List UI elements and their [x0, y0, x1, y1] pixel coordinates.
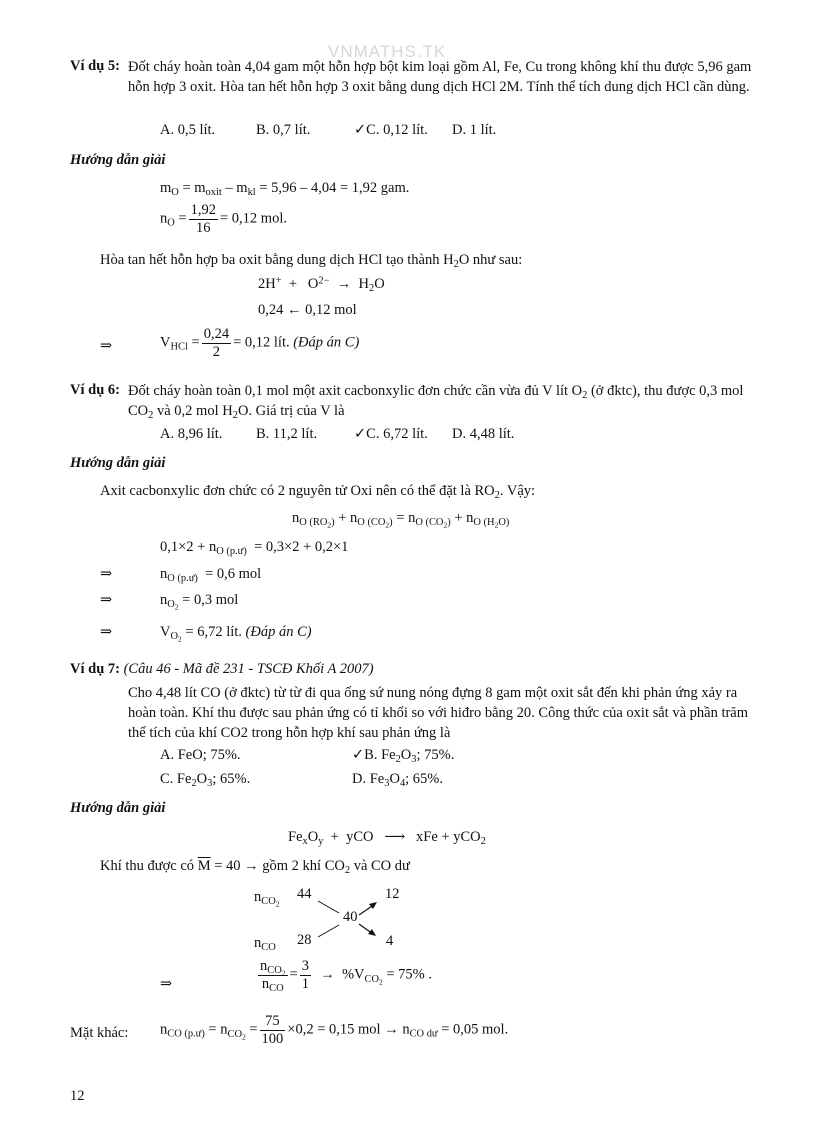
ex6-arrow-3: ⇒	[100, 624, 113, 640]
ex5-option-b[interactable]: B. 0,7 lít.	[256, 122, 311, 138]
ex7-other-label: Mặt khác:	[70, 1025, 129, 1041]
ex6-intro: Axit cacbonxylic đơn chức có 2 nguyên tử Oxi nên có thể đặt là $RO_2$. Vậy:	[100, 483, 536, 502]
ex5-mass-oxygen: $m_O = m_{oxit} - m_{kl} = 5,96 - 4,04 = 1,92$ gam.	[160, 180, 410, 199]
diagram-n-co2: $n_{CO_2}$	[254, 889, 280, 909]
ex5-moles: 0,24 ← 0,12 mol	[258, 302, 357, 318]
ex6-option-a[interactable]: A. 8,96 lít.	[160, 426, 223, 442]
ex5-option-a[interactable]: A. 0,5 lít.	[160, 122, 216, 138]
ex5-dissolve-text: Hòa tan hết hỗn hợp ba oxit bằng dung dịch HCl tạo thành $H_2O$ như sau:	[100, 252, 523, 271]
ex5-label: Ví dụ 5:	[70, 58, 120, 74]
ex6-arrow-2: ⇒	[100, 592, 113, 608]
ex6-option-c-correct[interactable]: ✓C. 6,72 lít.	[354, 426, 428, 442]
ex6-arrow-1: ⇒	[100, 566, 113, 582]
ex6-guide-heading: Hướng dẫn giải	[70, 455, 166, 471]
ex6-option-b[interactable]: B. 11,2 lít.	[256, 426, 318, 442]
ex5-volume-hcl: $V_{HCl}$ = $\frac{0,24}{2}$ = 0,12 lít. (Đáp án C)	[160, 326, 360, 360]
ex7-ratio: $\frac{n_{CO_2}}{n_{CO}}$ = $\frac{3}{1}$ → $\%V_{CO_2} = 75\%$ .	[260, 958, 433, 994]
ex7-guide-heading: Hướng dẫn giải	[70, 800, 166, 816]
diagram-value-40: 40	[343, 909, 358, 925]
ex7-option-d[interactable]: D. $Fe_3O_4$; 65%.	[352, 771, 444, 790]
diagram-n-co: $n_{CO}$	[254, 935, 276, 954]
ex7-gas-text: Khí thu được có $\overline{M} = 40$ → gồm 2 khí $CO_2$ và CO dư	[100, 858, 410, 877]
ex7-text: Cho 4,48 lít CO (ở đktc) từ từ đi qua ống sứ nung nóng đựng 8 gam một oxit sắt đến khi phản ứng xảy ra hoàn toàn. Khí thu được sau phản ứng có tỉ khối so với hiđro bằng 20. Công thức của oxit sắt và phần trăm thể tích của khí CO2 trong hỗn hợp khí sau phản ứng là	[128, 685, 749, 741]
ex5-arrow: ⇒	[100, 338, 113, 354]
ex7-reaction: $Fe_xO_y$ + yCO ⟶ xFe + yCO$_2$	[288, 829, 486, 848]
ex5-guide-heading: Hướng dẫn giải	[70, 152, 166, 168]
watermark: VNMATHS.TK	[328, 42, 447, 61]
ex6-option-d[interactable]: D. 4,48 lít.	[452, 426, 515, 442]
ex5-option-d[interactable]: D. 1 lít.	[452, 122, 497, 138]
ex6-text: Đốt cháy hoàn toàn 0,1 mol một axit cacbonxylic đơn chức cần vừa đủ V lít $O_2$ (ở đktc), thu được 0,3 mol $CO_2$ và 0,2 mol $H_2O$. Giá trị của V là	[128, 383, 744, 422]
diagram-value-44: 44	[297, 886, 312, 902]
ex5-option-c-correct[interactable]: ✓C. 0,12 lít.	[354, 122, 428, 138]
ex6-result-volume: $V_{O_2} = 6,72$ lít. (Đáp án C)	[160, 624, 312, 644]
ex5-text: Đốt cháy hoàn toàn 4,04 gam một hỗn hợp bột kim loại gồm Al, Fe, Cu trong không khí thu được 5,96 gam hỗn hợp 3 oxit. Hòa tan hết hỗn hợp 3 oxit bằng dung dịch HCl 2M. Tính thể tích dung dịch HCl cần dùng.	[128, 59, 752, 95]
ex5-equation: $2H^+ + O^{2-} \to H_2O$	[258, 275, 385, 295]
diagram-value-28: 28	[297, 932, 312, 948]
diagram-lines	[315, 898, 380, 940]
ex6-result-moles-o2: $n_{O_2} = 0,3$ mol	[160, 592, 239, 612]
ex5-moles-oxygen: $n_O$ = $\frac{1,92}{16}$ = 0,12 mol.	[160, 202, 287, 236]
ex7-option-c[interactable]: C. $Fe_2O_3$; 65%.	[160, 771, 251, 790]
ex7-arrow: ⇒	[160, 976, 173, 992]
ex7-header: Ví dụ 7: (Câu 46 - Mã đề 231 - TSCĐ Khối A 2007)	[70, 661, 374, 677]
diagram-value-12: 12	[385, 886, 400, 902]
ex7-option-a[interactable]: A. FeO; 75%.	[160, 747, 241, 763]
page-number: 12	[70, 1088, 85, 1104]
diagram-value-4: 4	[386, 933, 394, 949]
ex6-balance-numeric: $0,1\times 2 + n_{O (p.ư)} = 0,3\times 2 + 0,2\times 1$	[160, 539, 349, 558]
ex7-other-calc: $n_{CO (p.ư)} = n_{CO_2}$ = $\frac{75}{100}$ ×0,2 = 0,15 mol → $n_{CO dư} = 0,05$ mol.	[160, 1013, 509, 1047]
ex6-result-moles-o: $n_{O (p.ư)} = 0,6$ mol	[160, 566, 262, 585]
ex6-label: Ví dụ 6:	[70, 382, 120, 398]
ex7-option-b-correct[interactable]: ✓B. $Fe_2O_3$; 75%.	[352, 747, 455, 766]
ex6-oxygen-balance: $n_{O (RO_2)} + n_{O (CO_2)} = n_{O (CO_2)} + n_{O (H_2O)}$	[292, 510, 510, 530]
